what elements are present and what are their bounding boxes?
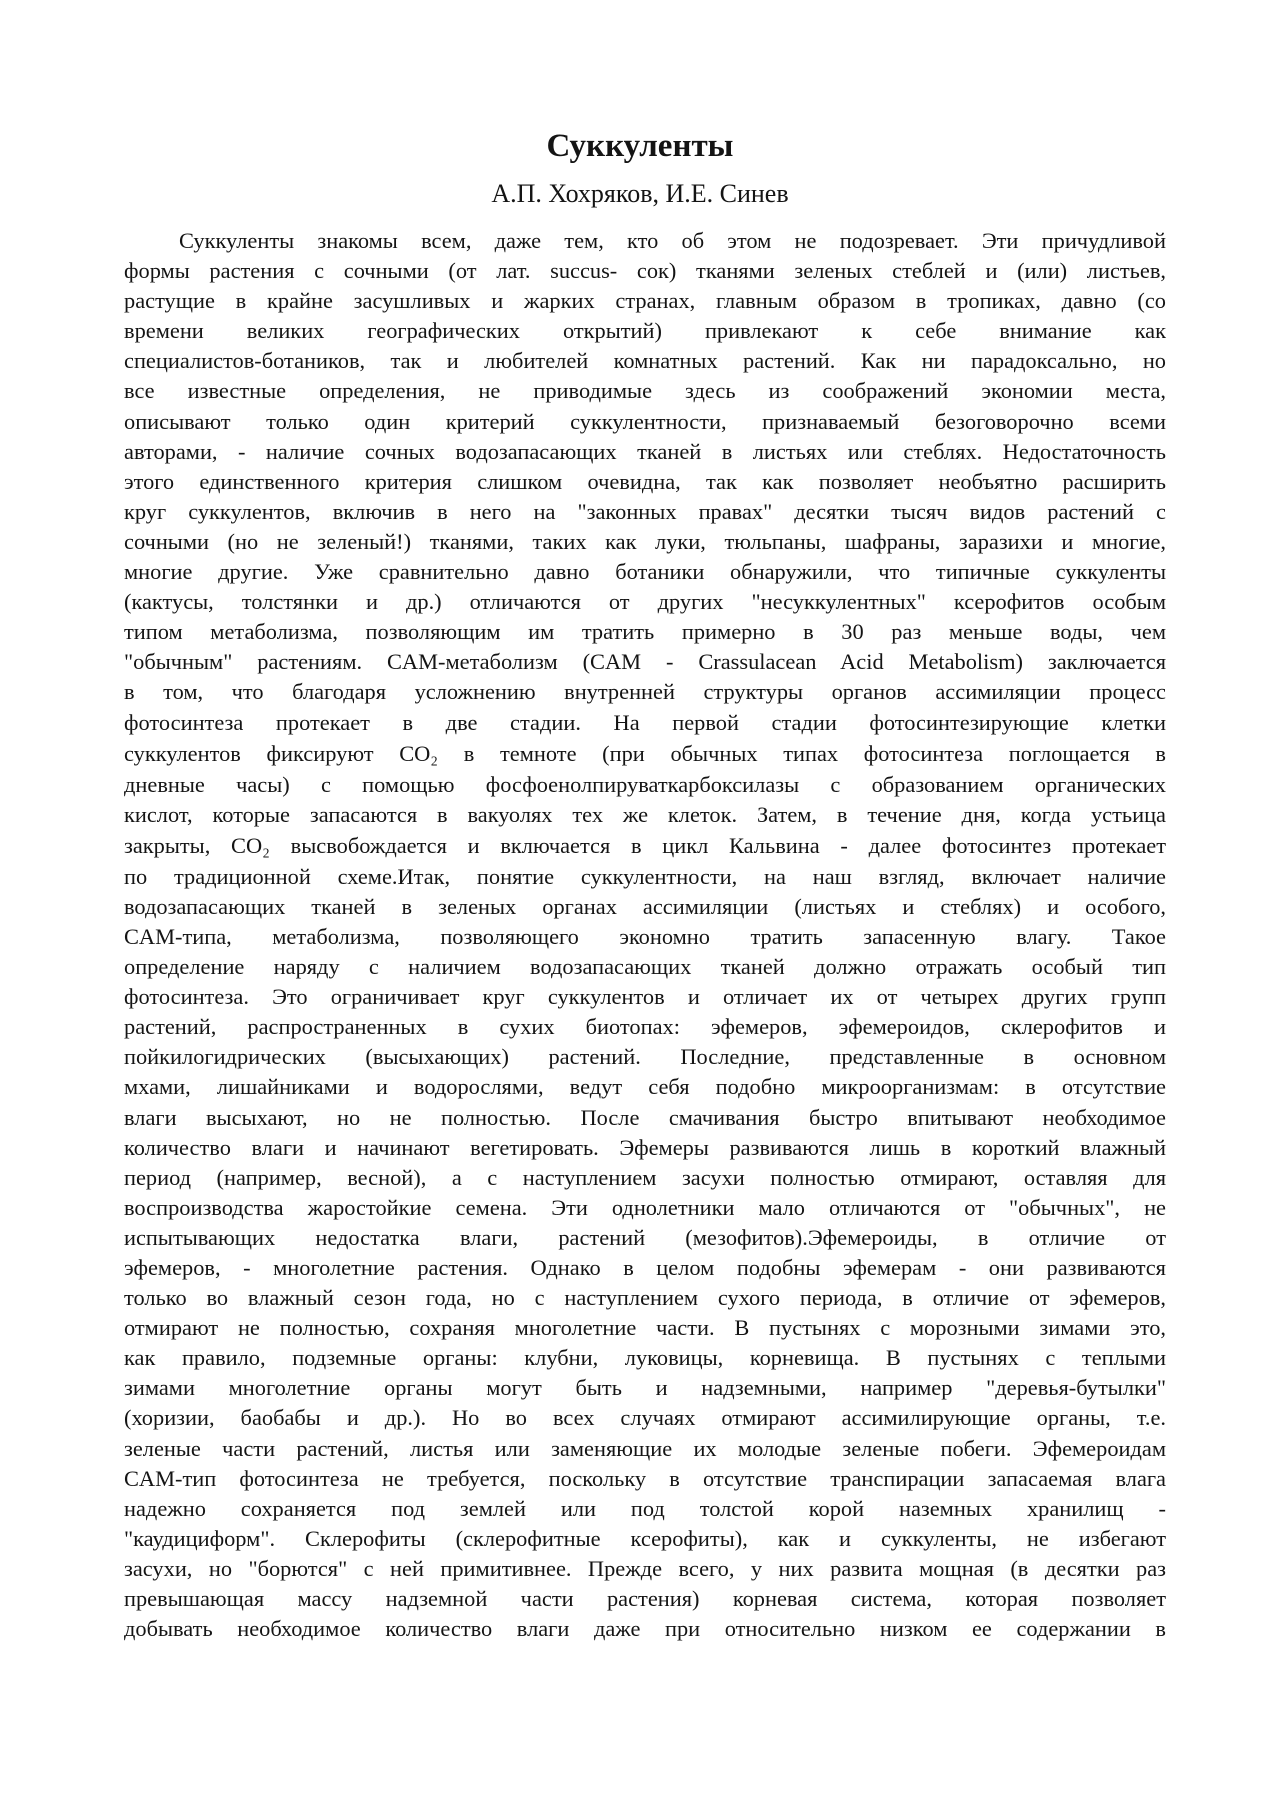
- body-line: водозапасающих тканей в зеленых органах ассимиляции (листьях и стеблях) и особого,: [124, 893, 1166, 919]
- body-line: закрыты, CO₂ высвобождается и включается в цикл Кальвина - далее фотосинтез протекает: [124, 832, 1166, 858]
- body-line: как правило, подземные органы: клубни, луковицы, корневища. В пустынях с теплыми: [124, 1345, 1166, 1371]
- body-line: авторами, - наличие сочных водозапасающих тканей в листьях или стеблях. Недостаточность: [124, 438, 1166, 464]
- body-line: зимами многолетние органы могут быть и надземными, например "деревья-бутылки": [124, 1375, 1166, 1401]
- body-line: по традиционной схеме.Итак, понятие суккулентности, на наш взгляд, включает наличие: [124, 863, 1166, 889]
- body-line: воспроизводства жаростойкие семена. Эти однолетники мало отличаются от "обычных", не: [124, 1194, 1166, 1220]
- body-line: отмирают не полностью, сохраняя многолетние части. В пустынях с морозными зимами это,: [124, 1315, 1166, 1341]
- body-line: (хоризии, баобабы и др.). Но во всех случаях отмирают ассимилирующие органы, т.е.: [124, 1405, 1166, 1431]
- body-line: влаги высыхают, но не полностью. После смачивания быстро впитывают необходимое: [124, 1104, 1166, 1130]
- body-line: суккулентов фиксируют CO₂ в темноте (при обычных типах фотосинтеза поглощается в: [124, 740, 1166, 766]
- body-line: CAM-типа, метаболизма, позволяющего экономно тратить запасенную влагу. Такое: [124, 923, 1166, 949]
- body-line: определение наряду с наличием водозапасающих тканей должно отражать особый тип: [124, 954, 1166, 980]
- body-line: описывают только один критерий суккулентности, признаваемый безоговорочно всеми: [124, 408, 1166, 434]
- body-line: кислот, которые запасаются в вакуолях тех же клеток. Затем, в течение дня, когда устьица: [124, 801, 1166, 827]
- body-line: (кактусы, толстянки и др.) отличаются от других "несуккулентных" ксерофитов особым: [124, 589, 1166, 615]
- article-body: [124, 226, 1166, 1644]
- body-line: этого единственного критерия слишком очевидна, так как позволяет необъятно расширить: [124, 468, 1166, 494]
- body-line: добывать необходимое количество влаги даже при относительно низком ее содержании в: [124, 1616, 1166, 1642]
- body-line: только во влажный сезон года, но с наступлением сухого периода, в отличие от эфемеров,: [124, 1285, 1166, 1311]
- body-line: сочными (но не зеленый!) тканями, таких как луки, тюльпаны, шафраны, заразихи и многие,: [124, 528, 1166, 554]
- body-line: круг суккулентов, включив в него на "законных правах" десятки тысяч видов растений с: [124, 498, 1166, 524]
- body-line: период (например, весной), а с наступлением засухи полностью отмирают, оставляя для: [124, 1164, 1166, 1190]
- body-line: засухи, но "борются" с ней примитивнее. Прежде всего, у них развита мощная (в десятки раз: [124, 1555, 1166, 1581]
- body-line: растений, распространенных в сухих биотопах: эфемеров, эфемероидов, склерофитов и: [124, 1014, 1166, 1040]
- article-title: Суккуленты: [546, 128, 734, 164]
- body-line: растущие в крайне засушливых и жарких странах, главным образом в тропиках, давно (со: [124, 288, 1166, 314]
- body-line: фотосинтеза протекает в две стадии. На первой стадии фотосинтезирующие клетки: [124, 709, 1166, 735]
- body-line: фотосинтеза. Это ограничивает круг суккулентов и отличает их от четырех других групп: [124, 984, 1166, 1010]
- body-line: мхами, лишайниками и водорослями, ведут себя подобно микроорганизмам: в отсутствие: [124, 1074, 1166, 1100]
- body-line: пойкилогидрических (высыхающих) растений. Последние, представленные в основном: [124, 1044, 1166, 1070]
- body-line: количество влаги и начинают вегетировать. Эфемеры развиваются лишь в короткий влажный: [124, 1134, 1166, 1160]
- body-line: эфемеров, - многолетние растения. Однако в целом подобны эфемерам - они развиваются: [124, 1255, 1166, 1280]
- body-line: в том, что благодаря усложнению внутренней структуры органов ассимиляции процесс: [124, 679, 1166, 705]
- body-line: CAM-тип фотосинтеза не требуется, поскольку в отсутствие транспирации запасаемая влага: [124, 1465, 1166, 1491]
- body-line: зеленые части растений, листья или заменяющие их молодые зеленые побеги. Эфемероидам: [124, 1435, 1166, 1461]
- body-line: все известные определения, не приводимые здесь из соображений экономии места,: [124, 378, 1166, 404]
- body-line: "каудициформ". Склерофиты (склерофитные ксерофиты), как и суккуленты, не избегают: [124, 1525, 1166, 1551]
- body-line: многие другие. Уже сравнительно давно ботаники обнаружили, что типичные суккуленты: [124, 559, 1166, 585]
- body-line: "обычным" растениям. CAM-метаболизм (CAM - Crassulacean Acid Metabolism) заключается: [124, 649, 1166, 675]
- body-line: формы растения с сочными (от лат. succus- сок) тканями зеленых стеблей и (или) листьев,: [124, 258, 1166, 284]
- body-line: типом метаболизма, позволяющим им тратить примерно в 30 раз меньше воды, чем: [124, 619, 1166, 645]
- body-line: специалистов-ботаников, так и любителей комнатных растений. Как ни парадоксально, но: [124, 348, 1166, 374]
- body-line: Суккуленты знакомы всем, даже тем, кто об этом не подозревает. Эти причудливой: [179, 228, 1166, 253]
- body-line: времени великих географических открытий) привлекают к себе внимание как: [124, 318, 1166, 344]
- body-line: превышающая массу надземной части растения) корневая система, которая позволяет: [124, 1586, 1166, 1612]
- body-line: испытывающих недостатка влаги, растений (мезофитов).Эфемероиды, в отличие от: [124, 1224, 1166, 1250]
- body-line: дневные часы) с помощью фосфоенолпируваткарбоксилазы с образованием органических: [124, 771, 1166, 797]
- body-line: надежно сохраняется под землей или под толстой корой наземных хранилищ -: [124, 1495, 1166, 1521]
- article-authors: А.П. Хохряков, И.Е. Синев: [491, 179, 789, 208]
